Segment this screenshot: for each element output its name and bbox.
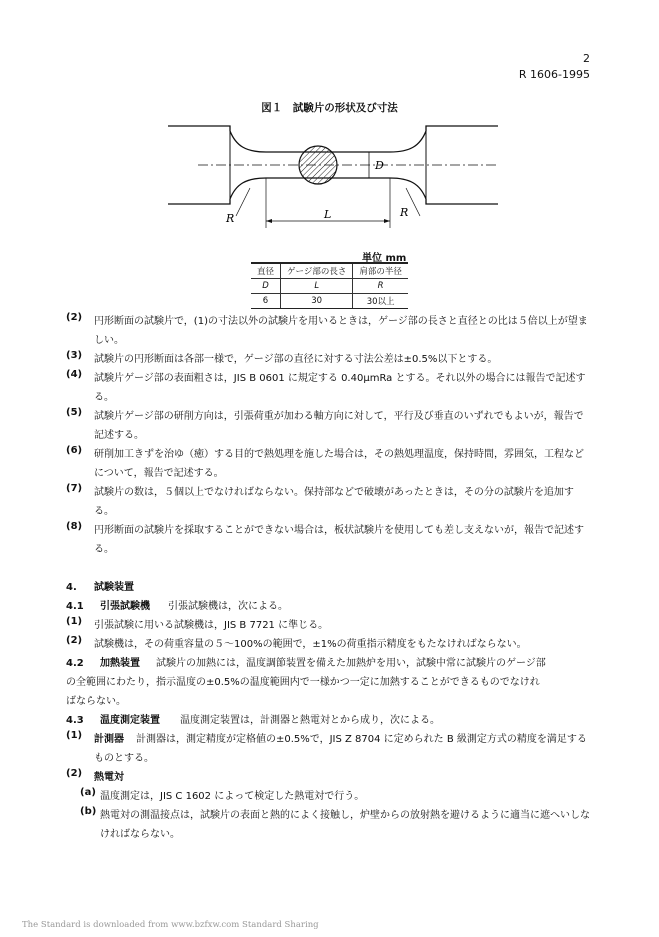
section-4-3-number: 4.3	[66, 715, 84, 726]
figure-title: 図１ 試験片の形状及び寸法	[261, 102, 398, 114]
item-mark: (6)	[66, 445, 83, 456]
item-mark: (4)	[66, 369, 83, 380]
specimen-figure	[168, 118, 498, 236]
item-text: 試験片ゲージ部の表面粗さは，JIS B 0601 に規定する 0.40μmRa とする。それ以外の場合には報告で記述する。	[94, 373, 586, 403]
s43-sub-a-text: 温度測定は，JIS C 1602 によって検定した熱電対で行う。	[100, 791, 365, 802]
table-unit: 単位 mm	[362, 253, 407, 264]
page-number: 2	[583, 52, 590, 65]
item-mark: (7)	[66, 483, 83, 494]
section-4-2-line-1: 試験片の加熱には，温度調節装置を備えた加熱炉を用い，試験中常に試験片のゲージ部	[156, 658, 546, 669]
s43-sub-a-mark: (a)	[80, 787, 96, 798]
item-text: 試験片の円形断面は各部一様で，ゲージ部の直径に対する寸法公差は±0.5%以下とする。	[94, 354, 498, 365]
cross-section	[299, 146, 337, 184]
section-4-3-text: 温度測定装置は，計測器と熱電対とから成り，次による。	[180, 715, 440, 726]
s43-item-1-title: 計測器	[94, 734, 124, 745]
value-d: 6	[251, 294, 281, 309]
item-text: 円形断面の試験片で，(1)の寸法以外の試験片を用いるときは，ゲージ部の長さと直径との比は５倍以上が望ましい。	[94, 316, 588, 346]
item-text: 円形断面の試験片を採取することができない場合は，板状試験片を使用しても差し支えないが，報告で記述する。	[94, 525, 584, 555]
s43-item-2-mark: (2)	[66, 768, 83, 779]
section-4-heading: 試験装置	[94, 582, 134, 593]
item-text: 試験片の数は，５個以上でなければならない。保持部などで破壊があったときは，その分の試験片を追加する。	[94, 487, 574, 517]
item-text: 試験片ゲージ部の研削方向は，引張荷重が加わる軸方向に対して，平行及び垂直のいずれでもよいが，報告で記述する。	[94, 411, 584, 441]
header-diameter: 直径	[251, 263, 281, 279]
section-4-3-title: 温度測定装置	[100, 715, 160, 726]
s41-item-2-text: 試験機は，その荷重容量の５～100%の範囲で，±1%の荷重指示精度をもたなければならない。	[94, 639, 527, 650]
var-r: R	[353, 279, 408, 294]
section-4-1-title: 引張試験機	[100, 601, 150, 612]
section-4-number: 4.	[66, 582, 77, 593]
s43-sub-b-text: 熱電対の測温接点は，試験片の表面と熱的によく接触し，炉壁からの放射熱を避けるように適当に遮へいしなければならない。	[100, 810, 590, 840]
label-l: L	[324, 208, 332, 221]
label-r-left: R	[226, 212, 235, 225]
s43-sub-b-mark: (b)	[80, 806, 97, 817]
document-id: R 1606-1995	[518, 68, 590, 81]
label-d: D	[375, 159, 384, 172]
section-4-2-line-2: の全範囲にわたり，指示温度の±0.5%の温度範囲内で一様かつ一定に加熱することができるものでなけれ	[66, 677, 540, 688]
section-4-1-text: 引張試験機は，次による。	[168, 601, 288, 612]
header-shoulder-radius: 肩部の半径	[353, 263, 408, 279]
header-gauge-length: ゲージ部の長さ	[281, 263, 353, 279]
item-mark: (2)	[66, 312, 83, 323]
section-4-2-number: 4.2	[66, 658, 84, 669]
item-mark: (3)	[66, 350, 83, 361]
item-mark: (8)	[66, 521, 83, 532]
value-r: 30以上	[353, 294, 408, 309]
s41-item-1-mark: (1)	[66, 616, 83, 627]
item-mark: (5)	[66, 407, 83, 418]
section-4-2-title: 加熱装置	[100, 658, 140, 669]
s41-item-1-text: 引張試験に用いる試験機は，JIS B 7721 に準じる。	[94, 620, 329, 631]
var-l: L	[281, 279, 353, 294]
section-4-1-number: 4.1	[66, 601, 84, 612]
section-4-2-line-3: ばならない。	[66, 696, 126, 707]
s43-item-1-text: 計測器は，測定精度が定格値の±0.5%で，JIS Z 8704 に定められた B 級測定方式の精度を満足するものとする。	[94, 734, 587, 764]
s41-item-2-mark: (2)	[66, 635, 83, 646]
item-text: 研削加工きずを治ゆ（癒）する目的で熱処理を施した場合は，その熱処理温度，保持時間，雰囲気，工程などについて，報告で記述する。	[94, 449, 584, 479]
footer-watermark: The Standard is downloaded from www.bzfxw.com Standard Sharing	[22, 920, 319, 930]
s43-item-2-title: 熱電対	[94, 772, 124, 783]
dimensions-table	[251, 262, 408, 309]
s43-item-1-mark: (1)	[66, 730, 83, 741]
value-l: 30	[281, 294, 353, 309]
label-r-right: R	[400, 206, 409, 219]
var-d: D	[251, 279, 281, 294]
